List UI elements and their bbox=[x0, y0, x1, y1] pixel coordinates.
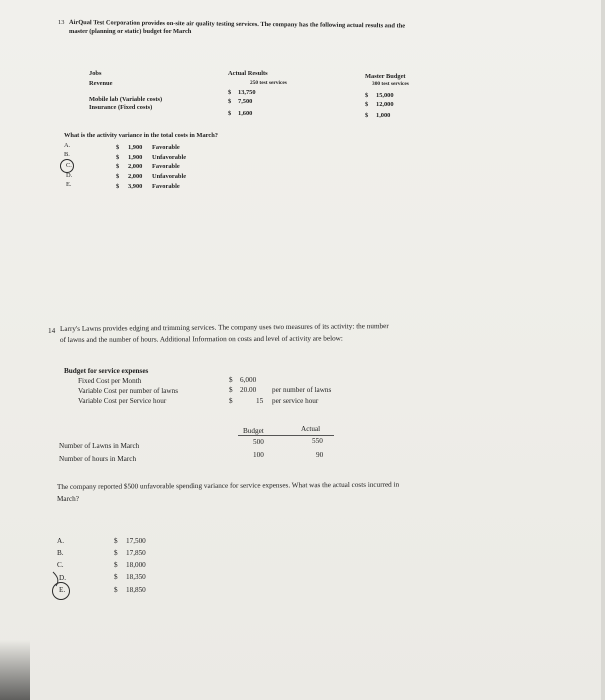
q13-row-revenue-master: 15,000 bbox=[376, 92, 394, 99]
q14-option-d-amount: 18,350 bbox=[126, 573, 146, 581]
q14-option-e-cur: $ bbox=[114, 586, 118, 594]
q14-fixed-cur: $ bbox=[229, 376, 233, 384]
q13-row-mobile-actual: 7,500 bbox=[238, 98, 253, 105]
q13-row-mobile-master: 12,000 bbox=[376, 101, 394, 108]
q13-row-revenue-cur: $ bbox=[228, 89, 232, 96]
q14-var-hours-unit: per service hour bbox=[272, 397, 319, 405]
q14-hours-label: Number of hours in March bbox=[59, 455, 137, 463]
q14-var-lawns-unit: per number of lawns bbox=[272, 386, 332, 394]
q13-option-c-cur: $ bbox=[116, 163, 120, 170]
q14-var-hours-amount: 15 bbox=[256, 397, 264, 405]
q14-question-line2: March? bbox=[57, 495, 79, 503]
q13-option-e-label: Favorable bbox=[152, 183, 180, 190]
q14-intro-line1: Larry's Lawns provides edging and trimming services. The company uses two measures of its activity: the number bbox=[59, 322, 389, 333]
q14-lawns-budget: 500 bbox=[253, 438, 264, 446]
q14-option-a-amount: 17,500 bbox=[126, 537, 146, 545]
q13-option-d-cur: $ bbox=[116, 173, 120, 180]
q14-lawns-label: Number of Lawns in March bbox=[59, 442, 140, 450]
q13-row-insurance-cur: $ bbox=[228, 110, 232, 117]
q13-option-a-label: Favorable bbox=[152, 144, 180, 151]
page-shadow bbox=[0, 640, 30, 700]
q13-option-a-amount: 1,900 bbox=[128, 144, 143, 151]
q14-hours-budget: 100 bbox=[253, 451, 264, 459]
q13-intro-line2: master (planning or static) budget for March bbox=[69, 28, 192, 35]
q14-fixed-amount: 6,000 bbox=[240, 376, 257, 384]
q14-fixed-label: Fixed Cost per Month bbox=[78, 377, 142, 385]
q14-option-c-cur: $ bbox=[114, 561, 118, 569]
q14-lawns-actual: 550 bbox=[312, 437, 323, 445]
q13-row-insurance-actual: 1,600 bbox=[238, 110, 253, 117]
page-edge bbox=[601, 0, 605, 700]
q14-option-a-cur: $ bbox=[114, 537, 118, 545]
q13-row-jobs-master: 300 test services bbox=[372, 81, 409, 87]
q13-row-jobs-actual: 250 test services bbox=[250, 80, 287, 86]
q14-var-hours-cur: $ bbox=[229, 397, 233, 405]
q13-col-master: Master Budget bbox=[365, 73, 406, 80]
q13-option-a-cur: $ bbox=[116, 144, 120, 151]
q13-option-e-cur: $ bbox=[116, 183, 120, 190]
q14-col-actual: Actual bbox=[301, 425, 321, 433]
q13-option-d-amount: 2,000 bbox=[128, 173, 143, 180]
q14-option-d-letter[interactable]: D. bbox=[59, 574, 66, 582]
q13-row-insurance-master: 1,000 bbox=[376, 112, 391, 119]
q13-row-mobile-label: Mobile lab (Variable costs) bbox=[89, 96, 163, 103]
q13-row-revenue-label: Revenue bbox=[89, 80, 113, 87]
q14-option-b-cur: $ bbox=[114, 549, 118, 557]
table-header-rule bbox=[238, 435, 334, 436]
q14-option-c-amount: 18,000 bbox=[126, 561, 146, 569]
q13-row-revenue-mcur: $ bbox=[365, 92, 369, 99]
q13-row-jobs-label: Jobs bbox=[89, 70, 102, 77]
q13-option-d-label: Unfavorable bbox=[152, 173, 187, 180]
answer-circle-mark bbox=[60, 159, 74, 173]
q13-option-c-letter[interactable]: C. bbox=[66, 162, 72, 169]
q13-option-b-cur: $ bbox=[116, 154, 120, 161]
q14-option-a-letter[interactable]: A. bbox=[57, 537, 64, 545]
q14-var-lawns-label: Variable Cost per number of lawns bbox=[78, 387, 178, 395]
q14-intro-line2: of lawns and the number of hours. Additional Information on costs and level of activity are below: bbox=[59, 334, 343, 344]
q14-option-c-letter[interactable]: C. bbox=[57, 561, 64, 569]
q13-intro-line1: AirQual Test Corporation provides on-site air quality testing services. The company has the following actual results and the bbox=[68, 19, 406, 30]
q14-var-lawns-cur: $ bbox=[229, 386, 233, 394]
q13-row-insurance-mcur: $ bbox=[365, 112, 369, 119]
q13-option-b-amount: 1,900 bbox=[128, 154, 143, 161]
q13-option-c-label: Favorable bbox=[152, 163, 180, 170]
q14-col-budget: Budget bbox=[243, 427, 264, 435]
q14-option-b-letter[interactable]: B. bbox=[57, 549, 64, 557]
q14-var-lawns-amount: 20.00 bbox=[240, 386, 257, 394]
q14-option-d-cur: $ bbox=[114, 573, 118, 581]
q14-question-line1: The company reported $500 unfavorable spending variance for service expenses. What was the actual costs incurred in bbox=[56, 480, 400, 491]
q14-option-b-amount: 17,850 bbox=[126, 549, 146, 557]
q14-var-hours-label: Variable Cost per Service hour bbox=[78, 397, 167, 405]
q14-option-e-amount: 18,850 bbox=[126, 586, 146, 594]
q14-option-e-letter[interactable]: E. bbox=[59, 586, 66, 594]
q13-number: 13 bbox=[58, 19, 65, 26]
q13-option-c-amount: 2,000 bbox=[128, 163, 143, 170]
q13-option-b-letter[interactable]: B. bbox=[64, 151, 70, 158]
q14-number: 14 bbox=[48, 327, 56, 335]
q13-option-e-amount: 3,900 bbox=[128, 183, 143, 190]
handwritten-mark bbox=[48, 568, 72, 600]
q13-row-mobile-mcur: $ bbox=[365, 101, 369, 108]
q13-row-mobile-cur: $ bbox=[228, 98, 232, 105]
q13-option-d-letter[interactable]: D. bbox=[66, 172, 73, 179]
q13-question: What is the activity variance in the total costs in March? bbox=[64, 132, 218, 139]
q14-hours-actual: 90 bbox=[316, 451, 324, 459]
q13-col-actual: Actual Results bbox=[228, 70, 268, 77]
q13-row-revenue-actual: 13,750 bbox=[238, 89, 256, 96]
q13-option-e-letter[interactable]: E. bbox=[66, 181, 72, 188]
q14-budget-heading: Budget for service expenses bbox=[64, 367, 149, 375]
q13-option-b-label: Unfavorable bbox=[152, 154, 187, 161]
q13-option-a-letter[interactable]: A. bbox=[64, 142, 71, 149]
q13-row-insurance-label: Insurance (Fixed costs) bbox=[89, 104, 153, 111]
